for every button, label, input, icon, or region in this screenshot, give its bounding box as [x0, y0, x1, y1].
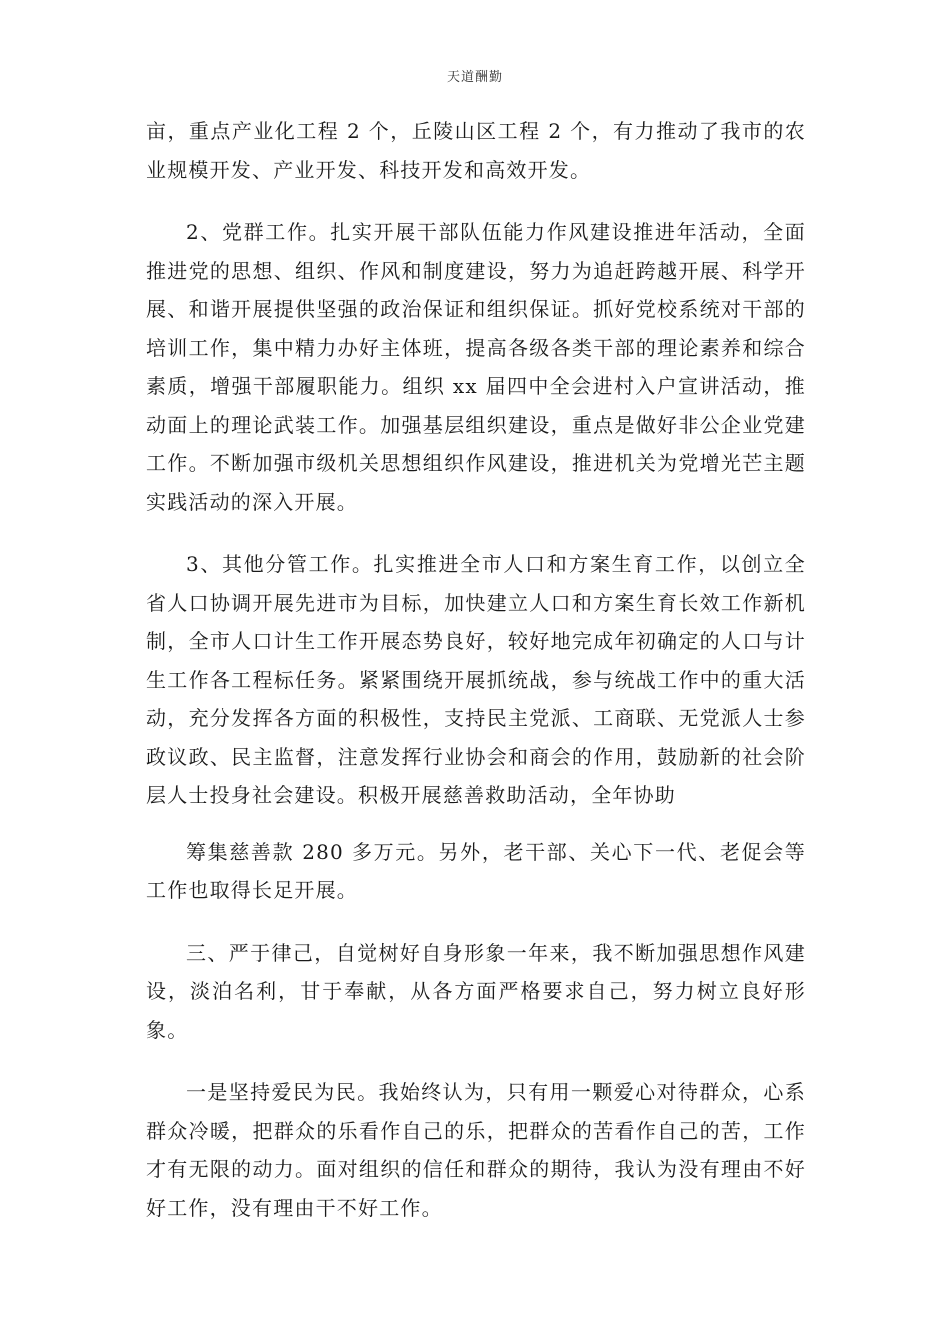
page-header: 天道酬勤 — [446, 70, 503, 85]
paragraph-self-discipline: 三、严于律己，自觉树好自身形象一年来，我不断加强思想作风建设，淡泊名利，甘于奉献，从各方面严格要求自己，努力树立良好形象。 — [146, 940, 806, 1042]
paragraph-charity: 筹集慈善款 280 多万元。另外，老干部、关心下一代、老促会等工作也取得长足开展。 — [146, 839, 806, 902]
paragraph-continuation: 亩，重点产业化工程 2 个，丘陵山区工程 2 个，有力推动了我市的农业规模开发、产业开发、科技开发和高效开发。 — [146, 119, 806, 182]
paragraph-party-work: 2、党群工作。扎实开展干部队伍能力作风建设推进年活动，全面推进党的思想、组织、作风和制度建设，努力为追赶跨越开展、科学开展、和谐开展提供坚强的政治保证和组织保证。抓好党校系统对干部的培训工作，集中精力办好主体班，提高各级各类干部的理论素养和综合素质，增强干部履职能力。组织 xx 届四中全会进村入户宣讲活动，推动面上的理论武装工作。加强基层组织建设，重点是做好非公企业党建工作。不断加强市级机关思想组织作风建设，推进机关为党增光芒主题实践活动的深入开展。 — [146, 220, 806, 514]
paragraph-other-work: 3、其他分管工作。扎实推进全市人口和方案生育工作，以创立全省人口协调开展先进市为目标，加快建立人口和方案生育长效工作新机制，全市人口计生工作开展态势良好，较好地完成年初确定的人口与计生工作各工程标任务。紧紧围绕开展抓统战，参与统战工作中的重大活动，充分发挥各方面的积极性，支持民主党派、工商联、无党派人士参政议政、民主监督，注意发挥行业协会和商会的作用，鼓励新的社会阶层人士投身社会建设。积极开展慈善救助活动，全年协助 — [146, 552, 806, 807]
document-body — [146, 112, 806, 1251]
paragraph-love-people: 一是坚持爱民为民。我始终认为，只有用一颗爱心对待群众，心系群众冷暖，把群众的乐看作自己的乐，把群众的苦看作自己的苦，工作才有无限的动力。面对组织的信任和群众的期待，我认为没有理由不好好工作，没有理由干不好工作。 — [146, 1080, 806, 1220]
